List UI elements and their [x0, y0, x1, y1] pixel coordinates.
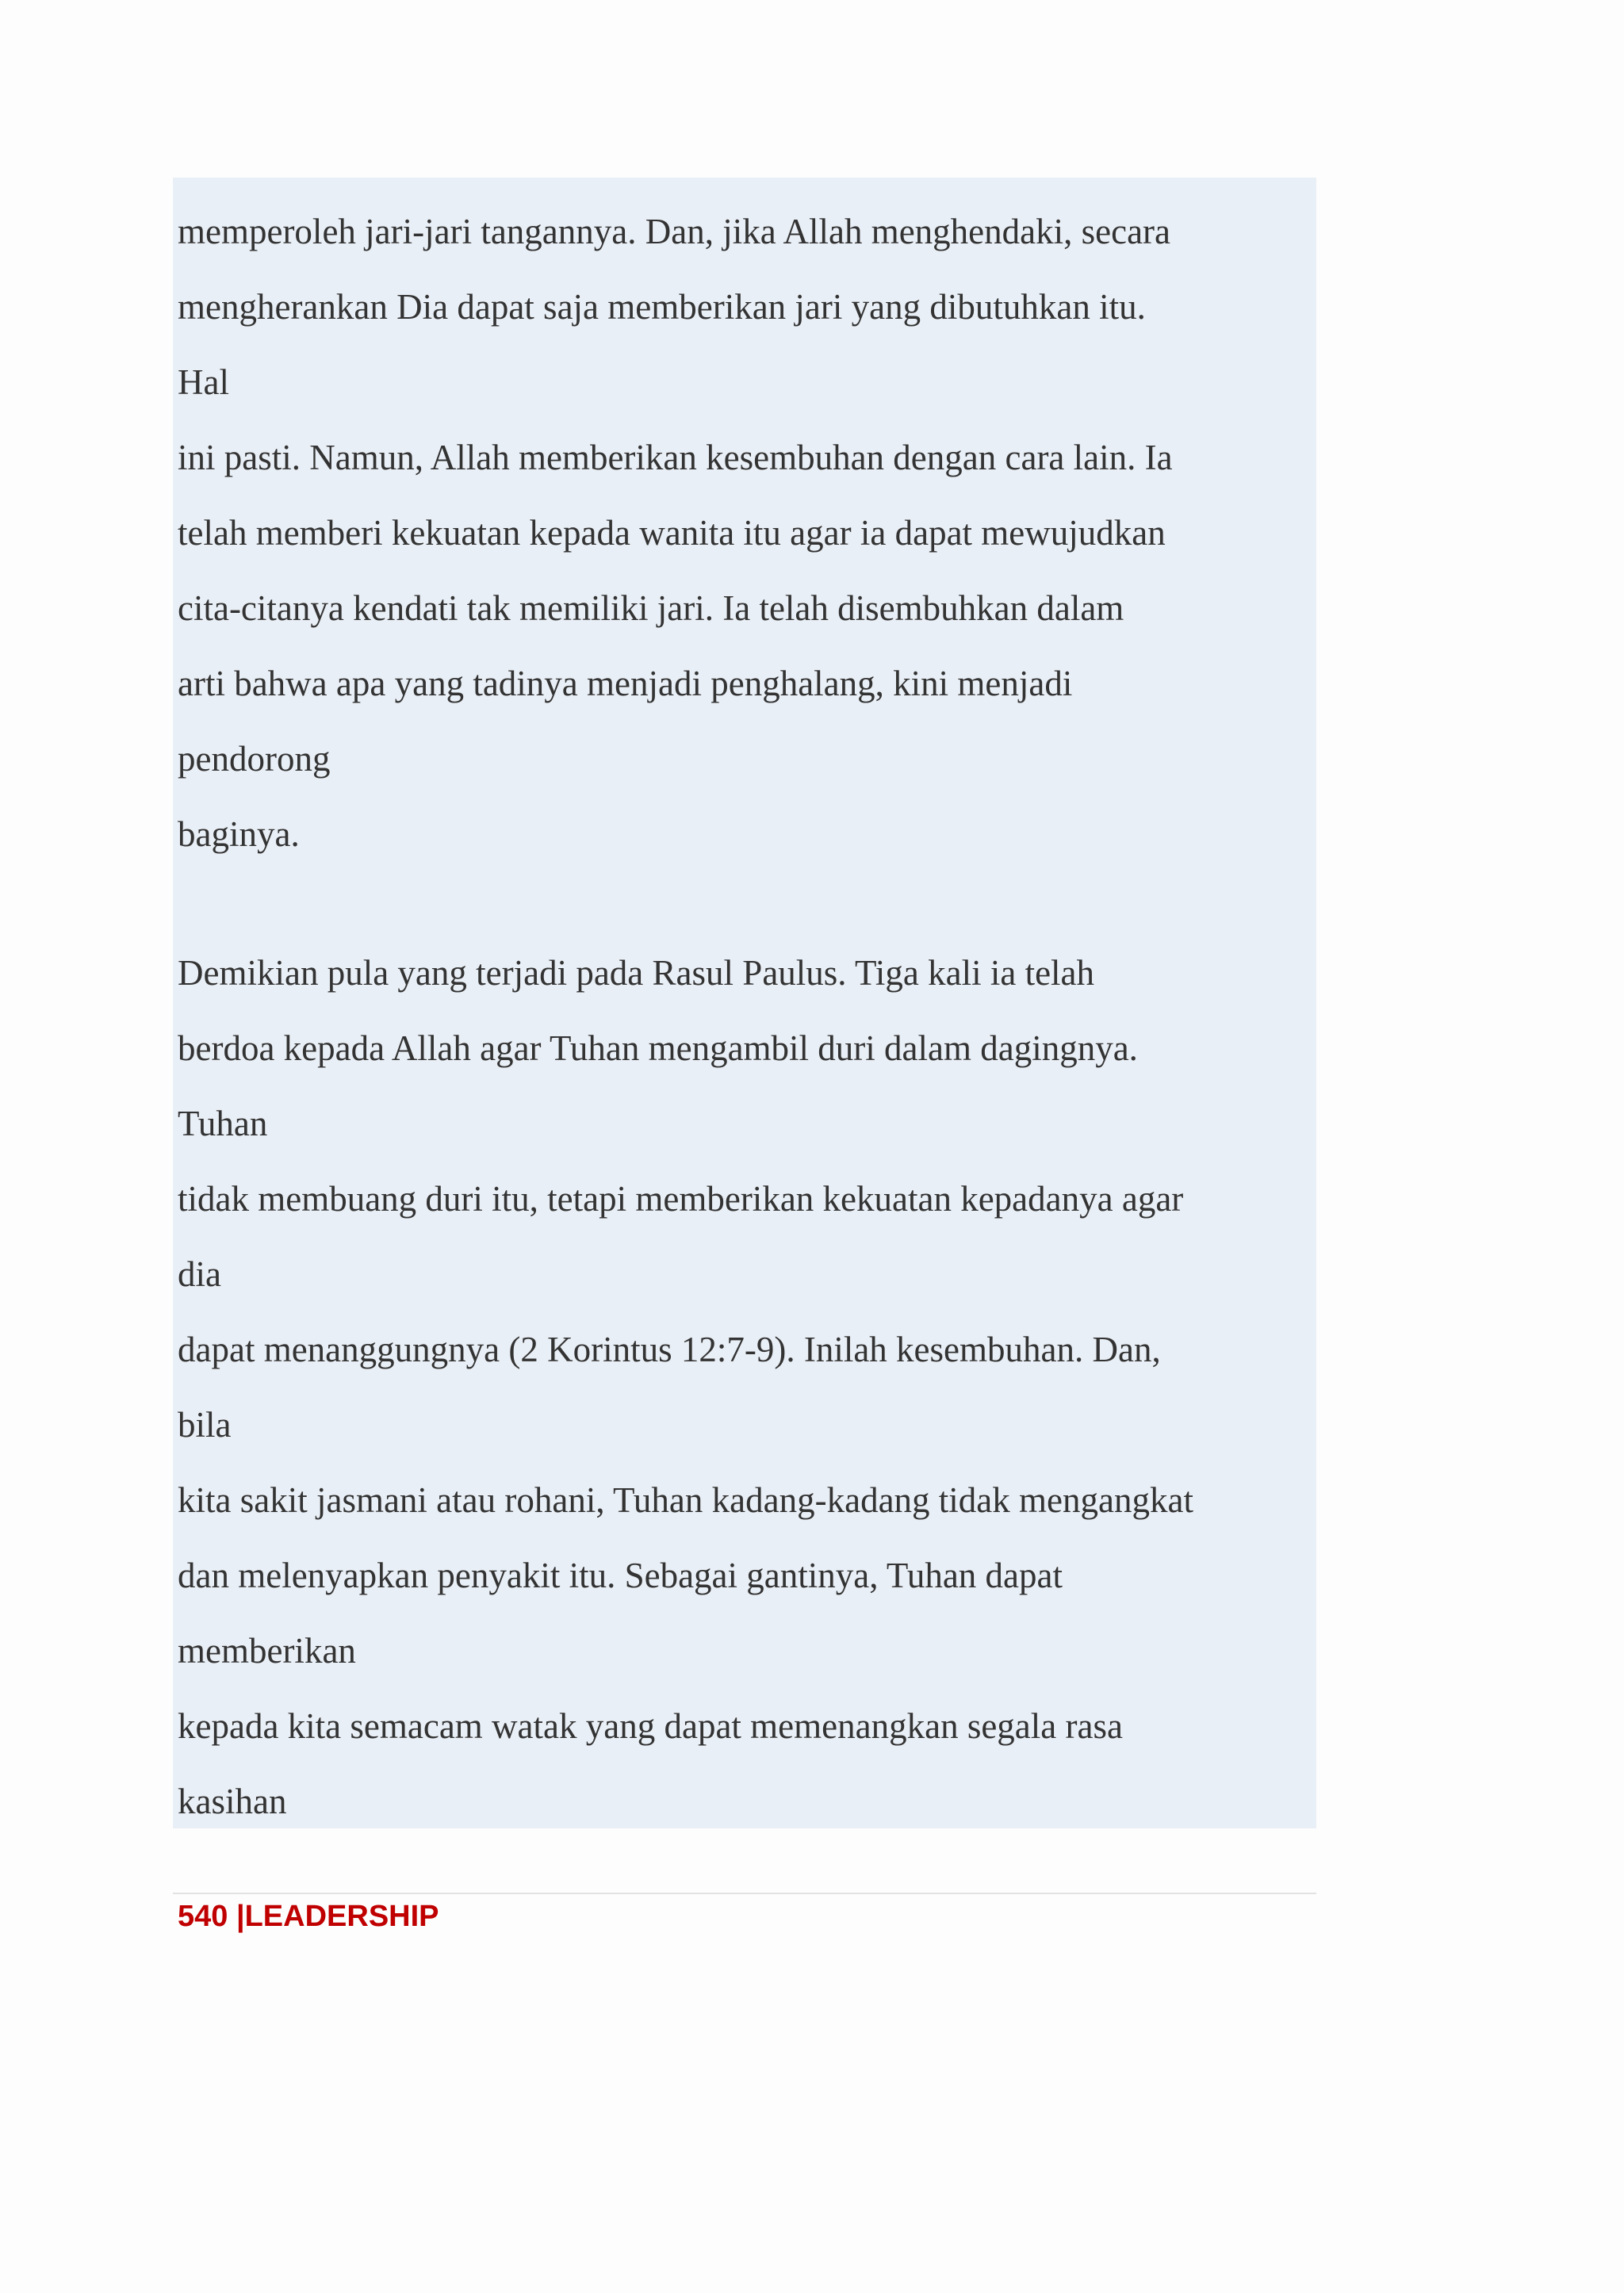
text-line: kepada kita semacam watak yang dapat memenangkan segala rasa [178, 1706, 1123, 1746]
text-line: mengherankan Dia dapat saja memberikan jari yang dibutuhkan itu. [178, 287, 1146, 327]
text-line: telah memberi kekuatan kepada wanita itu agar ia dapat mewujudkan [178, 513, 1166, 553]
text-line: cita-citanya kendati tak memiliki jari. Ia telah disembuhkan dalam [178, 588, 1124, 628]
text-line: bila [178, 1405, 232, 1445]
text-line: dapat menanggungnya (2 Korintus 12:7-9). Inilah kesembuhan. Dan, [178, 1330, 1161, 1369]
text-line: baginya. [178, 814, 300, 854]
text-line: memperoleh jari-jari tangannya. Dan, jika Allah menghendaki, secara [178, 212, 1171, 251]
text-line: ini pasti. Namun, Allah memberikan kesembuhan dengan cara lain. Ia [178, 438, 1173, 477]
text-line: kita sakit jasmani atau rohani, Tuhan kadang-kadang tidak mengangkat [178, 1480, 1193, 1520]
text-line: berdoa kepada Allah agar Tuhan mengambil duri dalam dagingnya. [178, 1028, 1138, 1068]
text-line: pendorong [178, 739, 331, 779]
footer-divider [173, 1893, 1316, 1894]
text-line: tidak membuang duri itu, tetapi memberikan kekuatan kepadanya agar [178, 1179, 1184, 1219]
text-line: Tuhan [178, 1104, 268, 1143]
text-line: dan melenyapkan penyakit itu. Sebagai gantinya, Tuhan dapat [178, 1556, 1063, 1595]
page-footer-label: 540 |LEADERSHIP [178, 1900, 439, 1933]
text-line: Demikian pula yang terjadi pada Rasul Paulus. Tiga kali ia telah [178, 953, 1095, 993]
text-line: dia [178, 1254, 221, 1294]
text-block [173, 178, 1316, 1828]
text-line: memberikan [178, 1631, 356, 1671]
text-line: kasihan [178, 1782, 287, 1821]
text-line: arti bahwa apa yang tadinya menjadi penghalang, kini menjadi [178, 664, 1073, 703]
text-line: Hal [178, 362, 229, 402]
